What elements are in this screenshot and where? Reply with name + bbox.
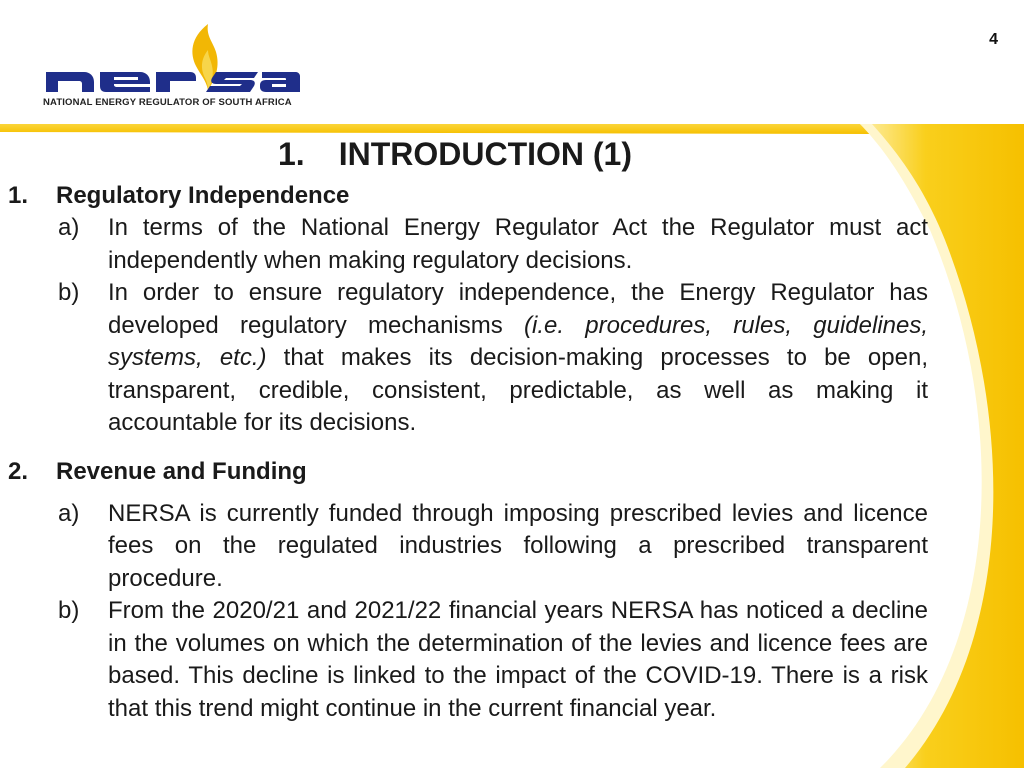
list-item [58, 277, 929, 440]
title-number: 1. [278, 136, 305, 172]
section-heading [0, 180, 1024, 212]
item-text-before: In order to ensure regulatory independence, the Energy Regulator has developed regulatory mechanisms [108, 279, 928, 339]
title-text: INTRODUCTION (1) [338, 136, 632, 172]
list-item [58, 595, 928, 725]
item-marker: a) [58, 214, 80, 241]
item-text-after: that makes its decision-making processes to be open, transparent, credible, consistent, predictable, as well as making it accountable for its decisions. [108, 344, 928, 436]
list-item [58, 212, 928, 277]
item-marker: b) [58, 597, 80, 624]
item-marker: a) [58, 499, 80, 527]
section-number: 1. [8, 182, 29, 209]
slide-title [0, 136, 910, 173]
section-heading [0, 456, 1024, 488]
section-title: Regulatory Independence [56, 182, 350, 209]
item-text: From the 2020/21 and 2021/22 financial years NERSA has noticed a decline in the volumes on which the determination of the levies and licence fees are based. This decline is linked to the impact of the COVID-19. There is a risk that this trend might continue in the current financial year. [108, 597, 928, 722]
section-number: 2. [8, 457, 29, 485]
logo-tagline: NATIONAL ENERGY REGULATOR OF SOUTH AFRICA [43, 97, 292, 108]
section-title: Revenue and Funding [56, 457, 307, 485]
slide-content [0, 180, 1024, 725]
item-marker: b) [58, 279, 80, 306]
list-item [58, 498, 928, 596]
header-band [0, 124, 872, 134]
item-text: NERSA is currently funded through imposing prescribed levies and licence fees on the regulated industries following a prescribed transparent procedure. [108, 499, 928, 592]
item-text-italic: (i.e. procedures, rules, guidelines, systems, etc.) [108, 311, 929, 371]
nersa-wordmark [46, 72, 300, 92]
page-number: 4 [989, 31, 998, 48]
item-text: In terms of the National Energy Regulator Act the Regulator must act independently when making regulatory decisions. [108, 214, 928, 274]
section-regulatory-independence [0, 180, 1024, 440]
section-revenue-and-funding [0, 456, 1024, 726]
